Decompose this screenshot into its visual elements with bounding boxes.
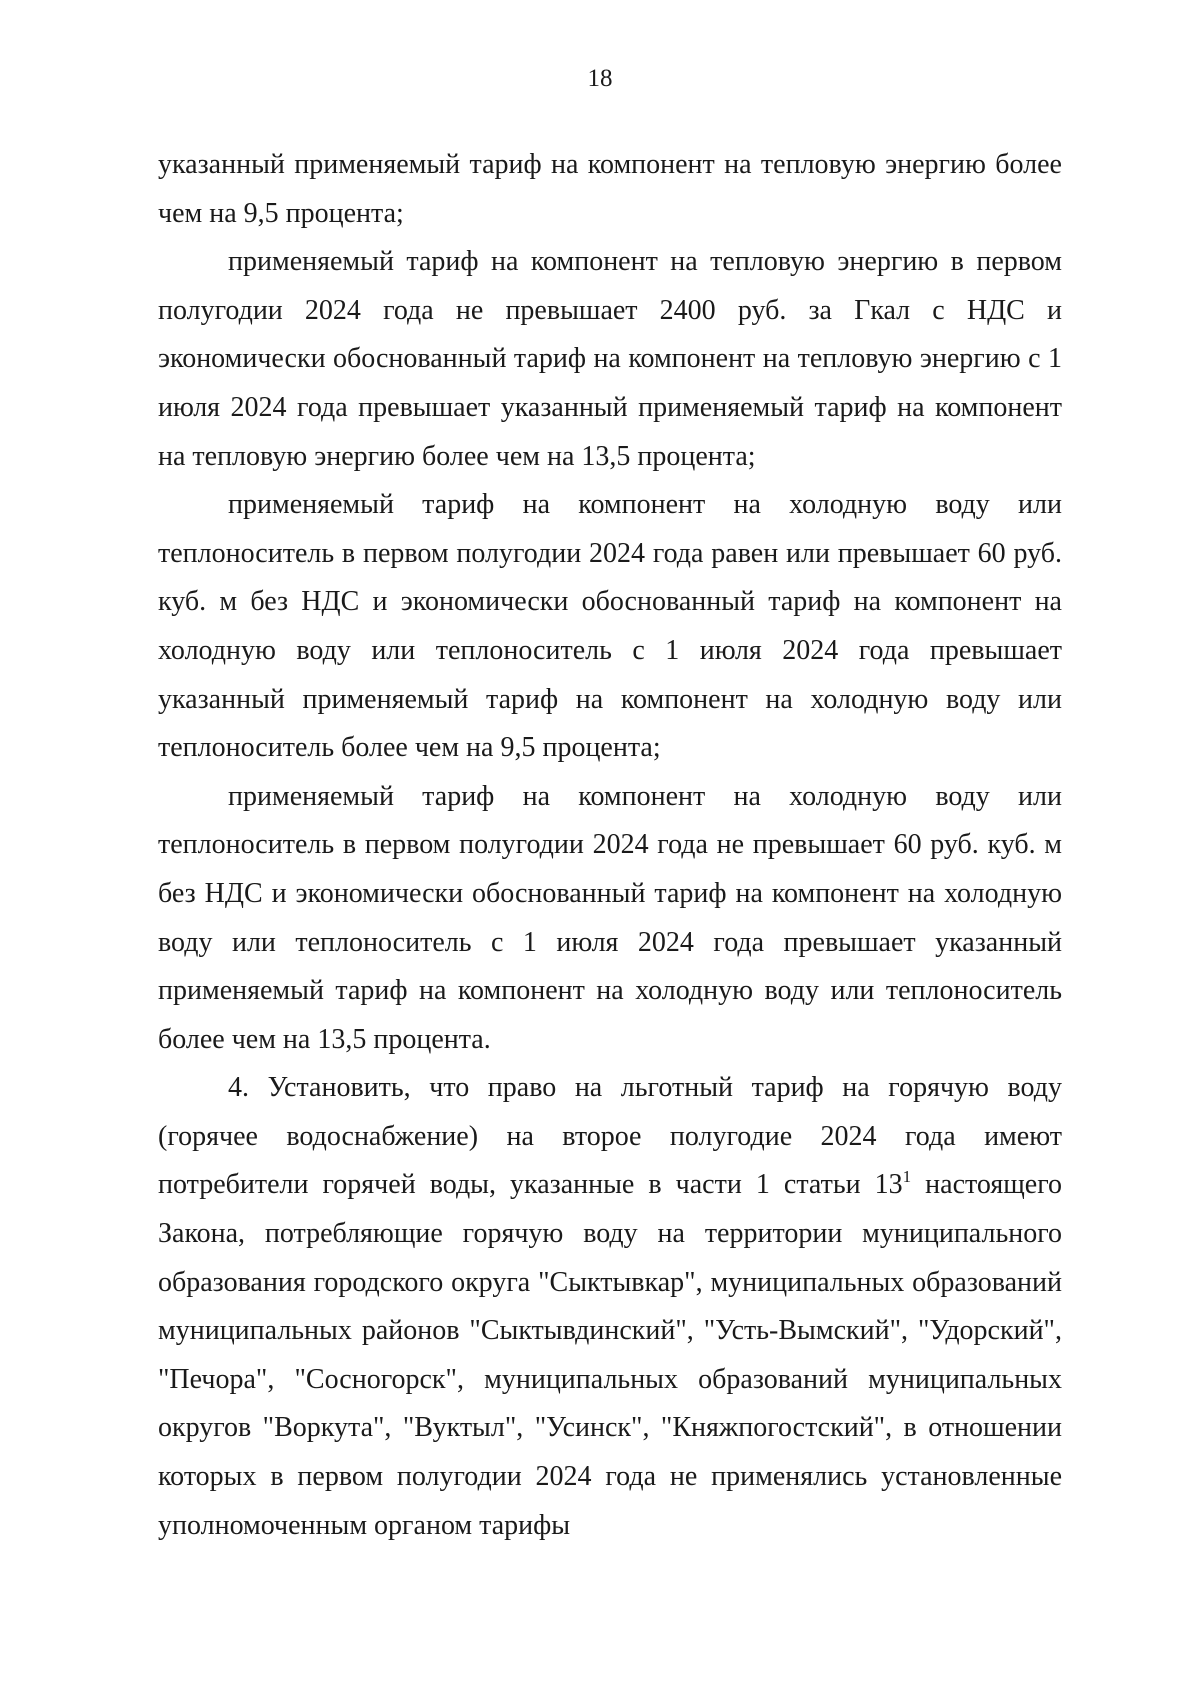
page-number: 18 <box>587 65 613 92</box>
paragraph-cold-water-tariff-below-60: применяемый тариф на компонент на холодную воду или теплоноситель в первом полугодии 2024 года не превышает 60 руб. куб. м без НДС и экономически обоснованный тариф на компонент на холодную воду или теплоноситель с 1 июля 2024 года превышает указанный применяемый тариф на компонент на холодную воду или теплоноситель более чем на 13,5 процента. <box>158 780 1062 1055</box>
paragraph-cold-water-tariff-above-60: применяемый тариф на компонент на холодную воду или теплоноситель в первом полугодии 2024 года равен или превышает 60 руб. куб. м без НДС и экономически обоснованный тариф на компонент на холодную воду или теплоноситель с 1 июля 2024 года превышает указанный применяемый тариф на компонент на холодную воду или теплоноситель более чем на 9,5 процента; <box>158 489 1062 764</box>
document-body <box>158 141 1062 1550</box>
paragraph-heat-energy-tariff: применяемый тариф на компонент на тепловую энергию в первом полугодии 2024 года не превышает 2400 руб. за Гкал с НДС и экономически обоснованный тариф на компонент на тепловую энергию с 1 июля 2024 года превышает указанный применяемый тариф на компонент на тепловую энергию более чем на 13,5 процента; <box>158 246 1062 472</box>
article-superscript: 1 <box>902 1167 912 1187</box>
paragraph-clause-4 <box>158 1064 1062 1550</box>
clause-4-text-after: настоящего Закона, потребляющие горячую воду на территории муниципального образования городского округа "Сыктывкар", муниципальных образований муниципальных районов "Сыктывдинский", "Усть-Вымский", "Удорский", "Печора", "Сосногорск", муниципальных образований муниципальных округов "Воркута", "Вуктыл", "Усинск", "Княжпогостский", в отношении которых в первом полугодии 2024 года не применялись установленные уполномоченным органом тарифы <box>158 1169 1063 1541</box>
clause-4-text-before: 4. Установить, что право на льготный тариф на горячую воду (горячее водоснабжение) на второе полугодие 2024 года имеют потребители горячей воды, указанные в части 1 статьи 13 <box>158 1072 1062 1201</box>
paragraph-continuation: указанный применяемый тариф на компонент на тепловую энергию более чем на 9,5 процента; <box>158 149 1062 229</box>
